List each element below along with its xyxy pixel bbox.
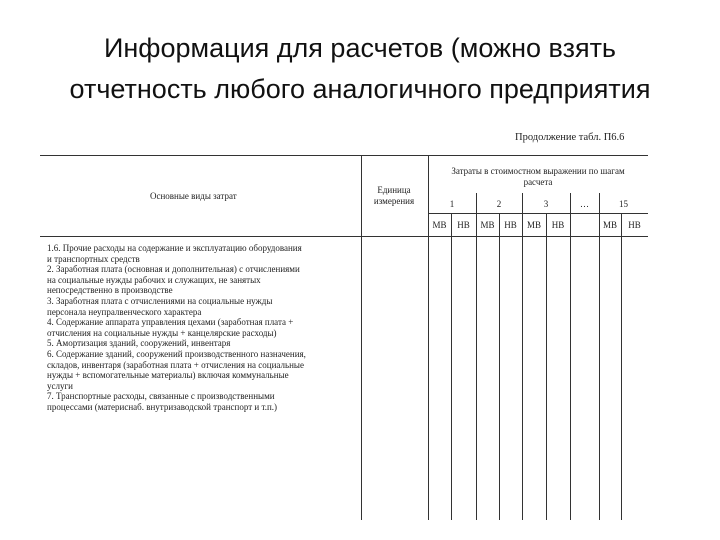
grid-line [522,193,523,520]
group-header-line: расчета [523,177,553,187]
table-row: 5. Амортизация зданий, сооружений, инвентаря [47,338,231,349]
grid-line [570,193,571,520]
sub-header: НВ [628,220,641,230]
step-number: … [580,199,589,209]
slide-title-line-1: Информация для расчетов (можно взять [103,33,616,63]
table-caption: Продолжение табл. П6.6 [515,132,625,143]
group-header-line: Затраты в стоимостном выражении по шагам [451,166,625,176]
slide-title-line-2: отчетность любого аналогичного предприятия [69,74,651,104]
steps-row-divider [428,213,648,214]
unit-header-line: измерения [373,196,415,206]
table-row: 1.6. Прочие расходы на содержание и эксплуатацию оборудования и транспортных средств [47,243,302,264]
sub-header: НВ [457,220,470,230]
sub-header: МВ [526,220,541,230]
unit-header [364,185,424,207]
table-row: 3. Заработная плата с отчислениями на социальные нужды персонала неупралвенческого характера [47,295,273,317]
cost-type-column-divider [361,155,362,520]
table-top-border [40,155,648,156]
header-bottom-border [40,236,648,237]
cost-rows [47,243,359,413]
step-number: 1 [449,199,455,209]
sub-header: НВ [504,220,517,230]
cost-types-header: Основные виды затрат [150,191,237,201]
grid-line [621,213,622,520]
grid-line [546,213,547,520]
step-number: 3 [543,199,549,209]
table-row: 6. Содержание зданий, сооружений производственного назначения, складов, инвентаря (заработная плата + отчисления на социальные нужды + вспомогательные материалы) включая коммунальные услуги [47,348,306,391]
sub-header: МВ [602,220,617,230]
table-row: 2. Заработная плата (основная и дополнительная) с отчислениями на социальные нужды рабочих и служащих, не занятых непосредственно в производстве [47,264,300,296]
grid-line [476,193,477,520]
cost-steps-group-header [430,166,646,188]
table-row: 4. Содержание аппарата управления цехами (заработная плата + отчисления на социальные нужды + канцелярские расходы) [47,317,294,338]
grid-line [499,213,500,520]
grid-line [599,193,600,520]
grid-line [451,213,452,520]
step-number: 2 [496,199,502,209]
sub-header: МВ [480,220,495,230]
unit-header-line: Единица [377,185,411,195]
sub-header: МВ [432,220,447,230]
sub-header: НВ [551,220,565,230]
table-row: 7. Транспортные расходы, связанные с производственными процессами (материснаб. внутризаводской транспорт и т.п.) [47,391,278,412]
step-number: 15 [619,199,628,209]
